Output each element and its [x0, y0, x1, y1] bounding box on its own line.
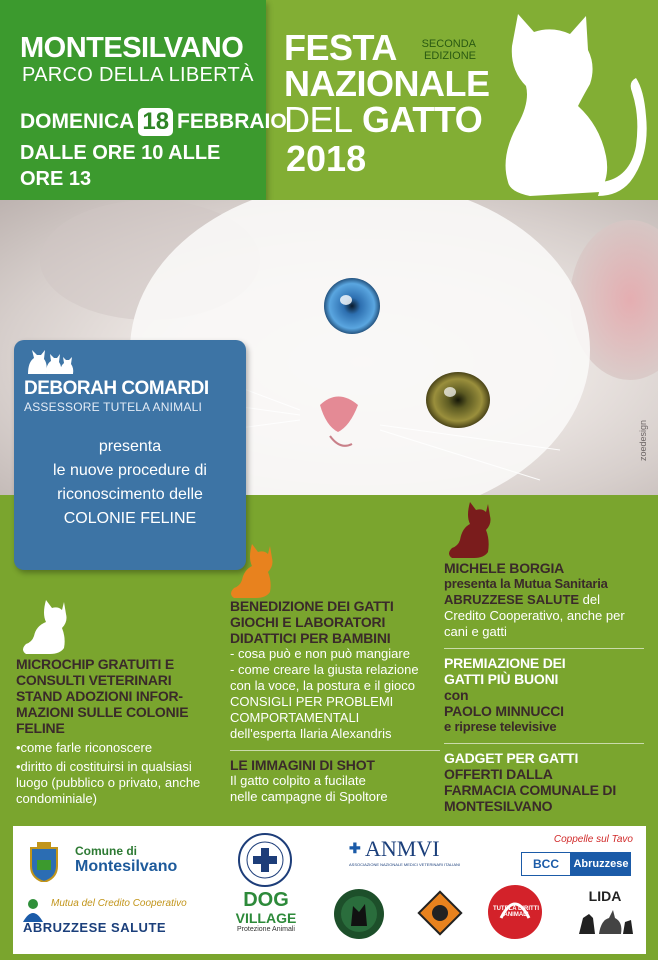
festival-year: 2018 — [286, 138, 367, 179]
services-heading-3: STAND ADOZIONI INFOR- — [16, 688, 183, 704]
tutela-label: TUTELA DIRITTI ANIMALI — [492, 906, 540, 918]
coppelle-label: Coppelle sul Tavo — [553, 834, 633, 845]
photo-watermark: zoedesign — [638, 420, 648, 462]
activities-column — [230, 598, 440, 805]
presenter-panel — [14, 340, 246, 570]
vet-order-seal-icon — [237, 832, 293, 888]
prize-con: con — [444, 687, 469, 703]
prize-line-1: PREMIAZIONE DEI — [444, 655, 566, 671]
services-heading-5: FELINE — [16, 720, 65, 736]
activities-item-2-line2: con la voce, la postura e il gioco — [230, 678, 415, 693]
three-cats-icon — [26, 348, 76, 374]
date-panel — [0, 0, 287, 212]
activities-item-2-line1: - come creare la giusta relazione — [230, 662, 419, 677]
services-bullet-2-line3: condominiale) — [16, 791, 97, 806]
activities-heading-3: DIDATTICI PER BAMBINI — [230, 630, 391, 646]
maroon-cat-icon — [446, 500, 494, 558]
tutela-logo — [485, 884, 547, 942]
comune-name: Montesilvano — [75, 858, 178, 875]
city-name: MONTESILVANO — [20, 32, 244, 64]
services-bullet-2-line2: luogo (pubblico o privato, anche — [16, 775, 201, 790]
services-heading-2: CONSULTI VETERINARI — [16, 672, 172, 688]
guest-name: MICHELE BORGIA — [444, 560, 565, 576]
presenter-name: DEBORAH COMARDI — [24, 378, 209, 399]
presenter-line4: COLONIE FELINE — [63, 510, 197, 527]
services-bullet-1: •come farle riconoscere — [16, 740, 153, 755]
services-heading-1: MICROCHIP GRATUITI E — [16, 656, 175, 672]
prize-host: PAOLO MINNUCCI — [444, 703, 564, 719]
advice-line-1: CONSIGLI PER PROBLEMI — [230, 694, 394, 709]
credito-line-2: cani e gatti — [444, 624, 507, 639]
title-festa: FESTA — [284, 27, 397, 68]
activities-item-1: - cosa può e non può mangiare — [230, 646, 410, 661]
anmvi-logo — [349, 836, 469, 880]
shot-line-2: nelle campagne di Spoltore — [230, 789, 388, 804]
park-name: PARCO DELLA LIBERTÀ — [22, 64, 254, 86]
coat-of-arms-icon — [27, 842, 61, 882]
weekday: DOMENICA — [20, 110, 135, 133]
edition-line1: SECONDA — [421, 38, 476, 50]
edition-label — [410, 38, 476, 62]
credito-line-1: Credito Cooperativo, anche per — [444, 608, 625, 623]
comune-label: Comune di — [75, 844, 137, 858]
shot-heading: LE IMMAGINI DI SHOT — [230, 757, 375, 773]
presenter-line3: riconoscimento delle — [57, 486, 203, 503]
guests-column — [444, 560, 644, 814]
services-heading-4: MAZIONI SULLE COLONIE — [16, 704, 189, 720]
gadget-line-1: GADGET PER GATTI — [444, 750, 579, 766]
white-cat-silhouette-icon — [490, 6, 650, 202]
services-bullet-2-line1: •diritto di costituirsi in qualsiasi — [16, 759, 192, 774]
protezione-word: Protezione Animali — [237, 926, 295, 933]
lida-name: LIDA — [588, 888, 622, 904]
orange-cat-icon — [228, 542, 276, 598]
services-column — [16, 656, 232, 807]
wolf-seal-icon — [333, 888, 385, 940]
dog-village-logo — [231, 890, 301, 940]
title-gatto: GATTO — [362, 99, 483, 140]
edition-line2: EDIZIONE — [424, 50, 476, 62]
advice-line-3: dell'esperta Ilaria Alexandris — [230, 726, 392, 741]
divider — [444, 648, 644, 649]
mutua-line — [444, 592, 644, 608]
mutua-big-label: ABRUZZESE SALUTE — [23, 920, 167, 935]
bcc-logo — [521, 834, 637, 878]
activities-heading-2: GIOCHI E LABORATORI — [230, 614, 386, 630]
anmvi-name: ANMVI — [365, 836, 440, 861]
presenter-description — [14, 435, 246, 531]
bcc-region: Abruzzese — [571, 852, 631, 876]
bcc-mark: BCC — [521, 852, 571, 876]
lida-logo — [575, 888, 635, 938]
prize-tv: e riprese televisive — [444, 719, 557, 734]
dog-word: DOG — [243, 889, 289, 911]
day-badge: 18 — [138, 108, 173, 136]
mutua-small-label: Mutua del Credito Cooperativo — [51, 898, 187, 909]
presenter-line2: le nuove procedure di — [53, 462, 207, 479]
guest-presents: presenta la Mutua Sanitaria — [444, 576, 608, 591]
advice-line-2: COMPORTAMENTALI — [230, 710, 360, 725]
comune-logo — [27, 840, 207, 886]
mutua-suffix: del — [579, 592, 601, 607]
shot-line-1: Il gatto colpito a fucilate — [230, 773, 366, 788]
animals-silhouette-icon — [575, 904, 635, 934]
gadget-line-2: OFFERTI DALLA — [444, 766, 553, 782]
gadget-line-4: MONTESILVANO — [444, 798, 553, 814]
mutua-logo — [21, 896, 211, 936]
prize-line-2: GATTI PIÙ BUONI — [444, 671, 559, 687]
mutua-name: ABRUZZESE SALUTE — [444, 592, 580, 607]
month: FEBBRAIO — [177, 110, 287, 133]
village-word: VILLAGE — [235, 910, 297, 926]
anmvi-subtitle: ASSOCIAZIONE NAZIONALE MEDICI VETERINARI ITALIANI — [349, 862, 461, 867]
activities-heading-1: BENEDIZIONE DEI GATTI — [230, 598, 394, 614]
title-del: DEL — [284, 99, 353, 140]
title-del-gatto — [284, 99, 490, 140]
divider — [230, 750, 440, 751]
presenter-line1: presenta — [98, 438, 162, 455]
event-hours: DALLE ORE 10 ALLE ORE 13 — [20, 142, 221, 190]
presenter-role: ASSESSORE TUTELA ANIMALI — [24, 400, 202, 414]
event-date — [20, 108, 287, 136]
title-nazionale: NAZIONALE — [284, 63, 490, 104]
sponsor-logos-strip — [13, 826, 646, 954]
divider — [444, 743, 644, 744]
white-sitting-cat-icon — [20, 598, 70, 654]
anmvi-cross-icon: ✚ — [349, 840, 361, 856]
lav-diamond-icon — [415, 888, 465, 938]
gadget-line-3: FARMACIA COMUNALE DI — [444, 782, 617, 798]
